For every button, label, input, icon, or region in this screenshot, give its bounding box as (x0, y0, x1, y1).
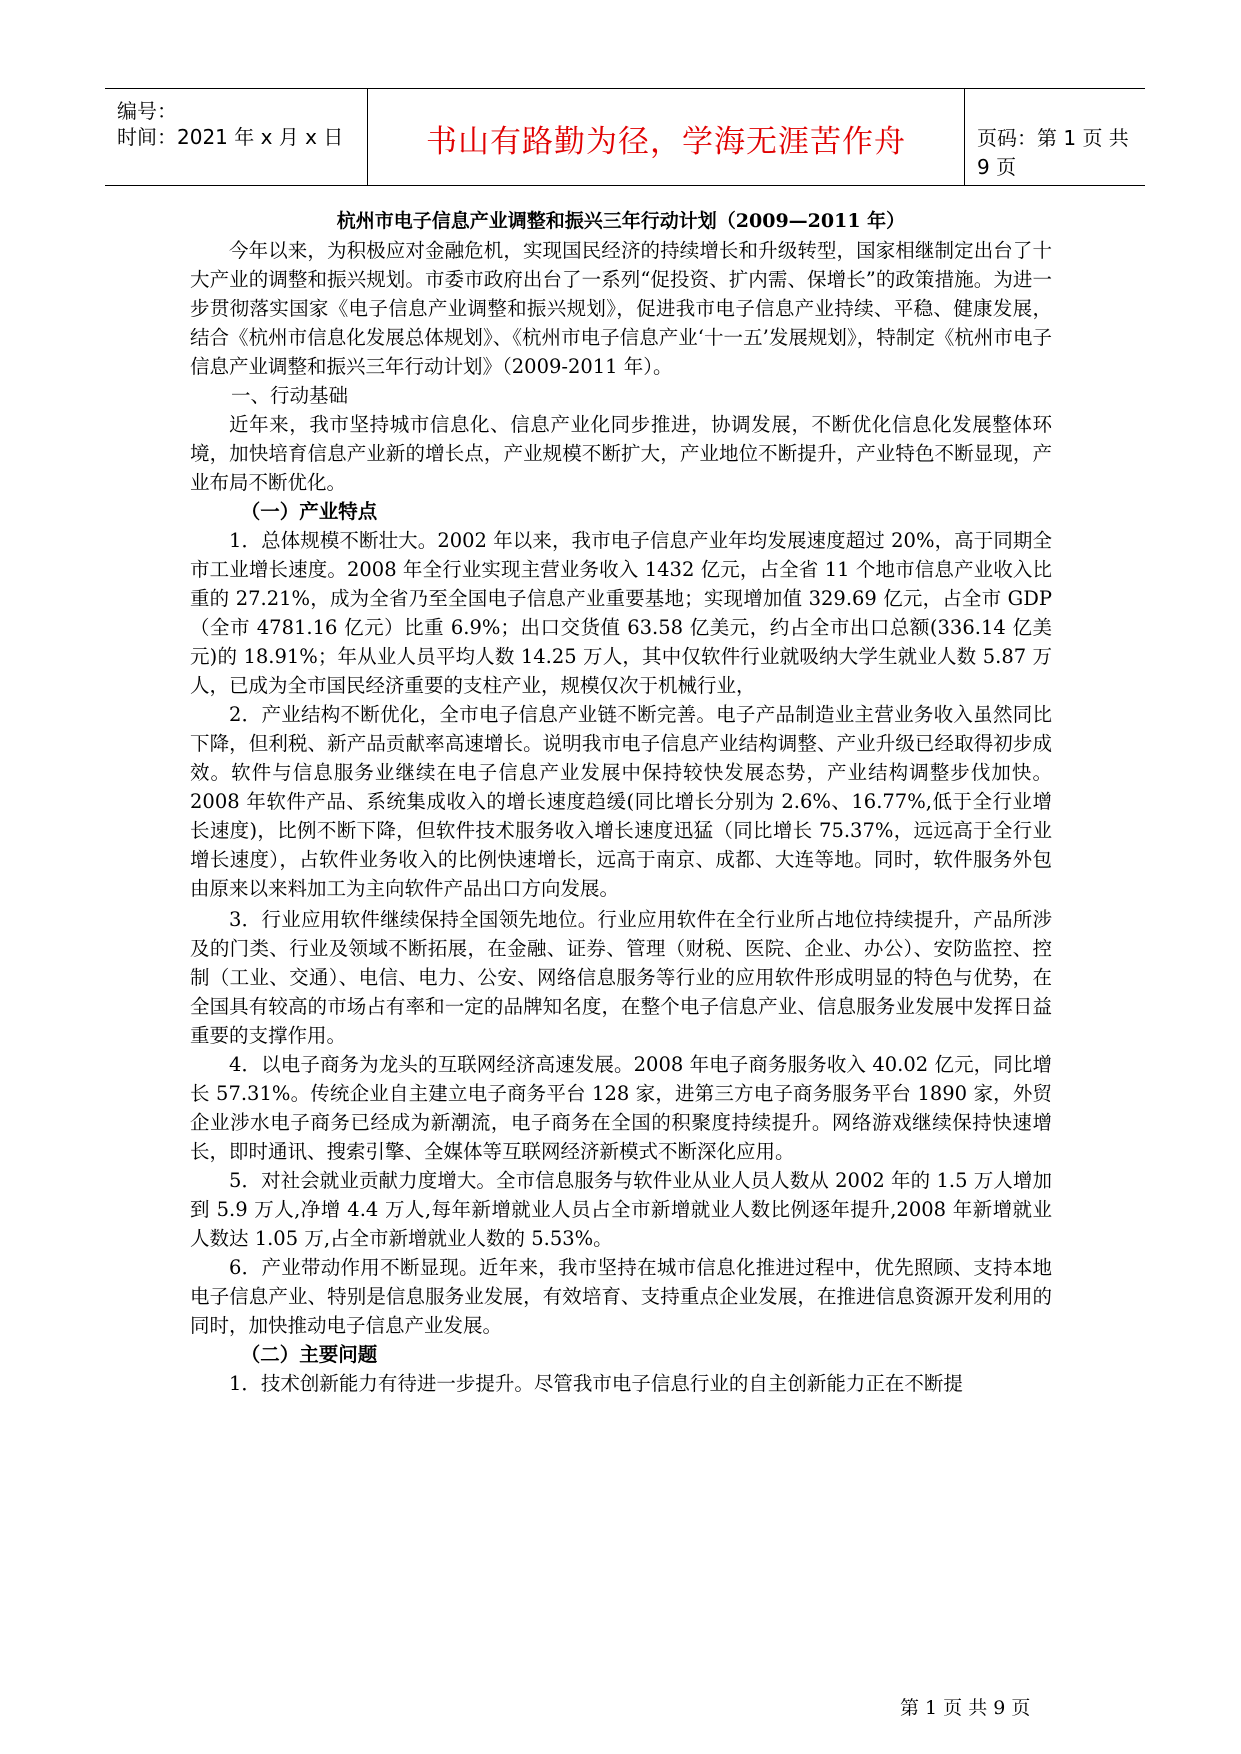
paragraph: 3．行业应用软件继续保持全国领先地位。行业应用软件在全行业所占地位持续提升，产品所涉及的门类、行业及领域不断拓展，在金融、证券、管理（财税、医院、企业、办公）、安防监控、控制（工业、交通）、电信、电力、公安、网络信息服务等行业的应用软件形成明显的特色与优势，在全国具有较高的市场占有率和一定的品牌知名度，在整个电子信息产业、信息服务业发展中发挥日益重要的支撑作用。 (190, 908, 1052, 1047)
document-time-label: 时间：2021 年 x 月 x 日 (117, 125, 344, 149)
intro-paragraph: 今年以来，为积极应对金融危机，实现国民经济的持续增长和升级转型，国家相继制定出台了十大产业的调整和振兴规划。市委市政府出台了一系列“促投资、扩内需、保增长”的政策措施。为进一步贯彻落实国家《电子信息产业调整和振兴规划》，促进我市电子信息产业持续、平稳、健康发展，结合《杭州市信息化发展总体规划》、《杭州市电子信息产业‘十一五’发展规划》，特制定《杭州市电子信息产业调整和振兴三年行动计划》（2009-2011 年）。 (190, 239, 1052, 378)
header-info-cell (105, 89, 368, 185)
paragraph: 近年来，我市坚持城市信息化、信息产业化同步推进，协调发展，不断优化信息化发展整体环境，加快培育信息产业新的增长点，产业规模不断扩大，产业地位不断提升，产业特色不断显现，产业布局不断优化。 (190, 413, 1052, 494)
header-motto: 书山有路勤为径，学海无涯苦作舟 (426, 124, 906, 160)
paragraph: 2．产业结构不断优化，全市电子信息产业链不断完善。电子产品制造业主营业务收入虽然同比下降，但利税、新产品贡献率高速增长。说明我市电子信息产业结构调整、产业升级已经取得初步成效。软件与信息服务业继续在电子信息产业发展中保持较快发展态势，产业结构调整步伐加快。2008 年软件产品、系统集成收入的增长速度趋缓(同比增长分别为 2.6%、16.77%,低于全行业增长速度)，比例不断下降，但软件技术服务收入增长速度迅猛（同比增长 75.37%，远远高于全行业增长速度），占软件业务收入的比例快速增长，远高于南京、成都、大连等地。同时，软件服务外包由原来以来料加工为主向软件产品出口方向发展。 (190, 703, 1052, 900)
paragraph: 6．产业带动作用不断显现。近年来，我市坚持在城市信息化推进过程中，优先照顾、支持本地电子信息产业、特别是信息服务业发展，有效培育、支持重点企业发展，在推进信息资源开发利用的同时，加快推动电子信息产业发展。 (190, 1256, 1052, 1337)
paragraph: 1．总体规模不断壮大。2002 年以来，我市电子信息产业年均发展速度超过 20%，高于同期全市工业增长速度。2008 年全行业实现主营业务收入 1432 亿元，占全省 11 个地市信息产业收入比重的 27.21%，成为全省乃至全国电子信息产业重要基地；实现增加值 329.69 亿元，占全市 GDP（全市 4781.16 亿元）比重 6.9%；出口交货值 63.58 亿美元，约占全市出口总额(336.14 亿美元)的 18.91%；年从业人员平均人数 14.25 万人，其中仅软件行业就吸纳大学生就业人数 5.87 万人，已成为全市国民经济重要的支柱产业，规模仅次于机械行业， (190, 529, 1052, 697)
document-title: 杭州市电子信息产业调整和振兴三年行动计划（2009—2011 年） (336, 210, 906, 232)
section-heading: 一、行动基础 (230, 384, 348, 407)
header-page-label: 页码：第 1 页 共 9 页 (977, 126, 1129, 179)
paragraph: 1．技术创新能力有待进一步提升。尽管我市电子信息行业的自主创新能力正在不断提 (229, 1372, 963, 1395)
paragraph: 4．以电子商务为龙头的互联网经济高速发展。2008 年电子商务服务收入 40.02 亿元，同比增长 57.31%。传统企业自主建立电子商务平台 128 家，进第三方电子商务服务平台 1890 家，外贸企业涉水电子商务已经成为新潮流，电子商务在全国的积聚度持续提升。网络游戏继续保持快速增长，即时通讯、搜索引擎、全媒体等互联网经济新模式不断深化应用。 (190, 1053, 1052, 1163)
document-body (190, 207, 1052, 1398)
header-table (105, 88, 1145, 186)
header-page-cell (965, 89, 1145, 185)
document-number-label: 编号： (117, 99, 177, 123)
paragraph: 5．对社会就业贡献力度增大。全市信息服务与软件业从业人员人数从 2002 年的 1.5 万人增加到 5.9 万人,净增 4.4 万人,每年新增就业人员占全市新增就业人数比例逐年提升,2008 年新增就业人数达 1.05 万,占全市新增就业人数的 5.53%。 (190, 1169, 1052, 1250)
subsection-heading: （二）主要问题 (240, 1343, 378, 1366)
subsection-heading: （一）产业特点 (240, 500, 378, 523)
header-motto-cell (368, 89, 965, 185)
page-footer: 第 1 页 共 9 页 (900, 1697, 1031, 1719)
